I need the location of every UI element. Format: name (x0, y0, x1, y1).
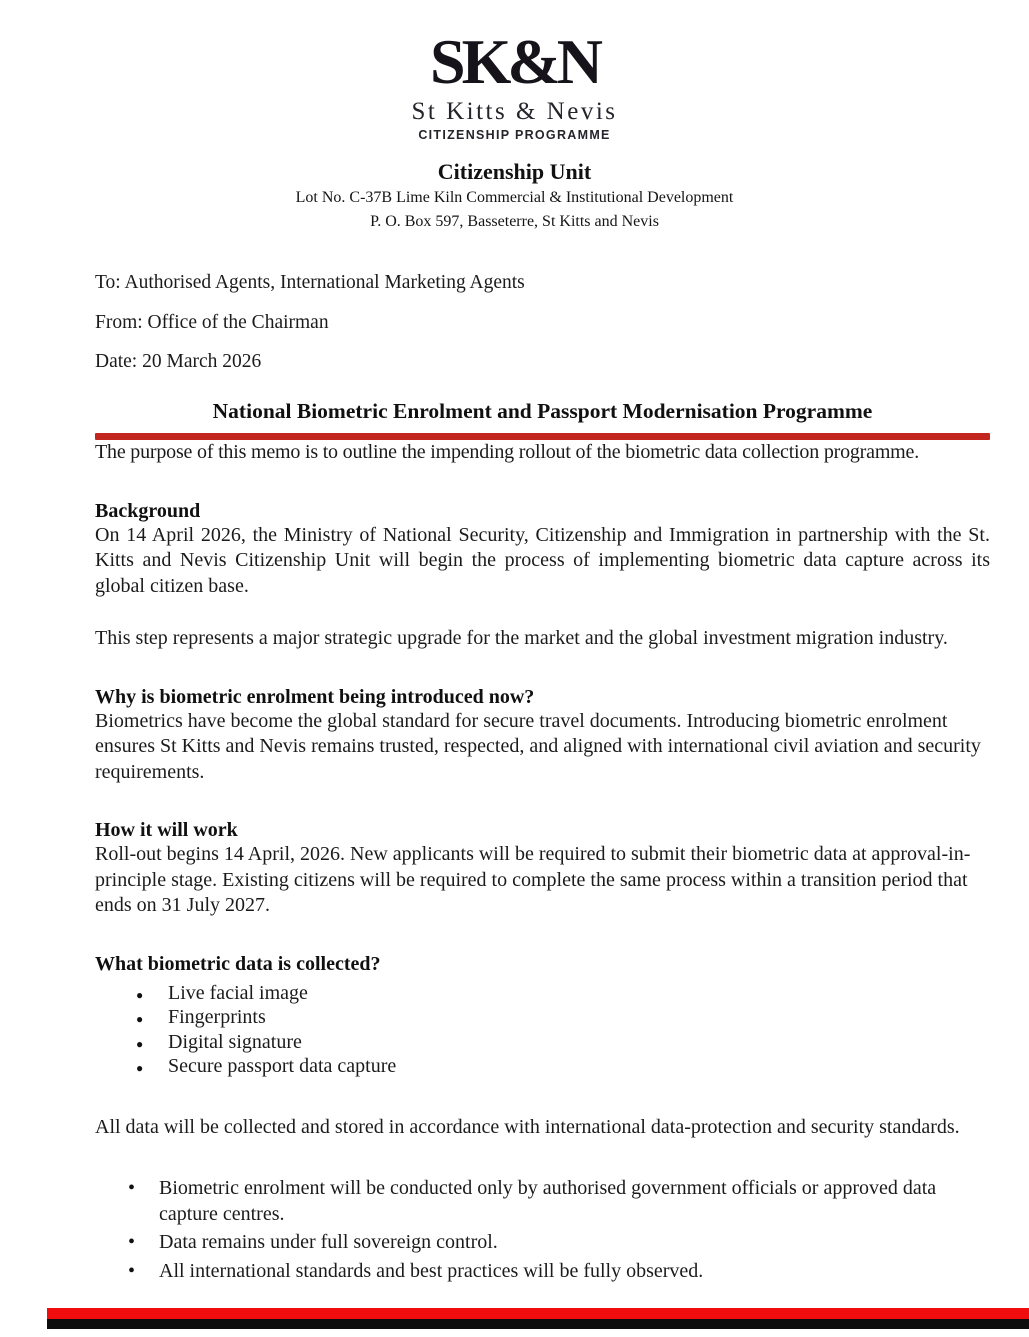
skn-logo: SK&N (430, 26, 599, 97)
footer-red-bar (47, 1308, 1029, 1319)
list-item: ● Live facial image (95, 981, 990, 1006)
list-item: ● Digital signature (95, 1030, 990, 1055)
memo-meta (95, 272, 990, 373)
document-body (0, 272, 1029, 1284)
memo-to-line: To: Authorised Agents, International Marketing Agents (95, 272, 525, 293)
biometric-data-list (95, 981, 990, 1079)
section-how-it-works (95, 819, 990, 919)
section-paragraph: Roll-out begins 14 April, 2026. New applicants will be required to submit their biometric data at approval-in-principle stage. Existing citizens will be required to complete the same process within a transition period that ends on 31 July 2027. (95, 843, 971, 916)
section-why-biometric (95, 686, 990, 786)
title-rule-divider (95, 433, 990, 440)
section-background (95, 500, 990, 652)
list-item: • All international standards and best practices will be fully observed. (95, 1259, 990, 1285)
memo-title: National Biometric Enrolment and Passport Modernisation Programme (212, 399, 873, 423)
letterhead (0, 0, 1029, 232)
section-heading: What biometric data is collected? (95, 952, 381, 975)
section-heading: Background (95, 499, 201, 522)
logo-programme-label: CITIZENSHIP PROGRAMME (418, 128, 611, 142)
footer-black-bar (47, 1319, 1029, 1329)
footer-brand-bars (47, 1308, 1029, 1329)
section-heading: Why is biometric enrolment being introduced now? (95, 685, 535, 708)
section-data-collected (95, 953, 990, 1079)
memo-from-line: From: Office of the Chairman (95, 311, 329, 333)
section-heading: How it will work (95, 819, 238, 841)
memo-date-line: Date: 20 March 2026 (95, 351, 262, 372)
list-item: ● Secure passport data capture (95, 1054, 990, 1079)
unit-name: Citizenship Unit (437, 159, 592, 184)
address-line-1: Lot No. C-37B Lime Kiln Commercial & Institutional Development (295, 189, 734, 206)
section-paragraph: This step represents a major strategic upgrade for the market and the global investment migration industry. (95, 627, 948, 649)
list-item: • Biometric enrolment will be conducted only by authorised government officials or approved data capture centres. (95, 1176, 990, 1227)
data-protection-note: All data will be collected and stored in accordance with international data-protection and security standards. (95, 1115, 960, 1138)
section-paragraph: Biometrics have become the global standard for secure travel documents. Introducing biometric enrolment ensures St Kitts and Nevis remains trusted, respected, and aligned with international civil aviation and security requirements. (95, 709, 981, 783)
section-paragraph: On 14 April 2026, the Ministry of National Security, Citizenship and Immigration in partnership with the St. Kitts and Nevis Citizenship Unit will begin the process of implementing biometric data capture across its global citizen base. (95, 523, 990, 597)
assurance-list (95, 1176, 990, 1284)
address-line-2: P. O. Box 597, Basseterre, St Kitts and Nevis (370, 212, 659, 230)
logo-brand-name: St Kitts & Nevis (411, 98, 618, 125)
list-item: ● Fingerprints (95, 1005, 990, 1030)
list-item: • Data remains under full sovereign control. (95, 1230, 990, 1256)
intro-paragraph: The purpose of this memo is to outline the impending rollout of the biometric data collection programme. (95, 441, 920, 463)
